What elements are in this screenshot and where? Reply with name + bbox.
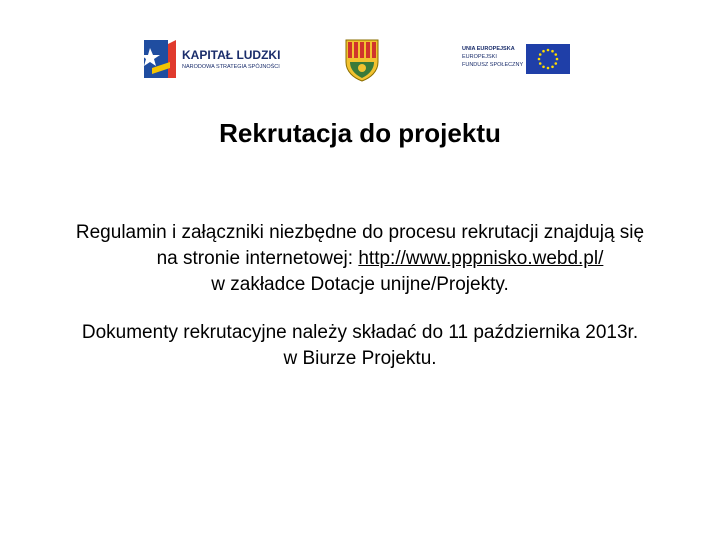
eu-label-line3: FUNDUSZ SPOŁECZNY <box>462 62 524 68</box>
eu-label-line2: EUROPEJSKI <box>462 54 497 60</box>
eu-star-icon <box>547 67 550 70</box>
eu-star-icon <box>554 53 557 56</box>
eu-star-icon <box>542 65 545 68</box>
coat-of-arms-icon <box>344 38 380 82</box>
eu-star-icon <box>539 62 542 65</box>
rules-line-2 <box>0 246 720 272</box>
deadline-line-2: w Biurze Projektu. <box>283 348 437 369</box>
eu-fund-logo <box>462 42 572 76</box>
rules-line-3: w zakładce Dotacje unijne/Projekty. <box>211 274 509 295</box>
eu-star-icon <box>551 65 554 68</box>
eu-flag-icon <box>526 44 570 74</box>
deadline-line-1: Dokumenty rekrutacyjne należy składać do 11 października 2013r. <box>81 322 639 343</box>
eu-star-icon <box>554 62 557 65</box>
kapital-ludzki-title: KAPITAŁ LUDZKI <box>182 48 281 62</box>
eu-star-icon <box>551 50 554 53</box>
eu-star-icon <box>556 58 559 61</box>
rules-line-2-prefix: na stronie internetowej: <box>156 248 359 269</box>
page-title: Rekrutacja do projektu <box>219 118 501 148</box>
eu-star-icon <box>539 53 542 56</box>
rules-paragraph <box>0 220 720 298</box>
eu-star-icon <box>542 50 545 53</box>
deadline-paragraph <box>0 320 720 372</box>
eu-star-icon <box>538 58 541 61</box>
kapital-ludzki-subtitle: NARODOWA STRATEGIA SPÓJNOŚCI <box>182 64 280 70</box>
kapital-ludzki-logo <box>142 36 282 84</box>
rules-line-1: Regulamin i załączniki niezbędne do procesu rekrutacji znajdują się <box>75 222 645 243</box>
eu-label-line1: UNIA EUROPEJSKA <box>462 46 515 52</box>
website-link[interactable]: http://www.pppnisko.webd.pl/ <box>358 248 604 269</box>
eu-star-icon <box>547 49 550 52</box>
kapital-ludzki-emblem-icon <box>142 38 178 82</box>
